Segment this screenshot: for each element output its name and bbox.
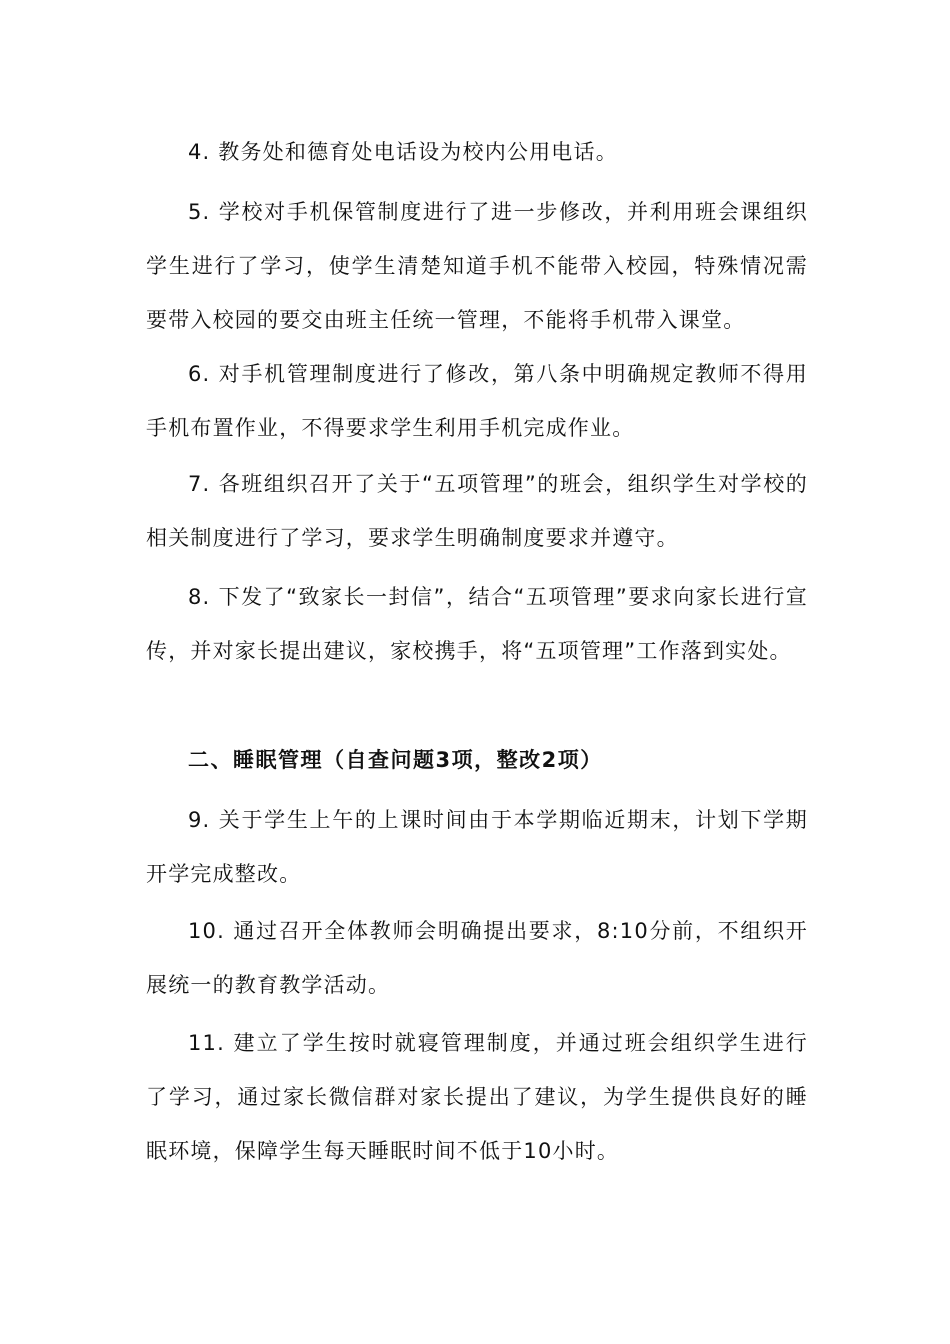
paragraph-item-4: 4. 教务处和德育处电话设为校内公用电话。 [188,140,618,164]
paragraph-item-10: 10. 通过召开全体教师会明确提出要求，8:10分前，不组织开展统一的教育教学活动。 [146,919,808,997]
paragraph-item-5: 5. 学校对手机保管制度进行了进一步修改，并利用班会课组织学生进行了学习，使学生清楚知道手机不能带入校园，特殊情况需要带入校园的要交由班主任统一管理，不能将手机带入课堂。 [146,200,808,332]
paragraph-item-6: 6. 对手机管理制度进行了修改，第八条中明确规定教师不得用手机布置作业，不得要求学生利用手机完成作业。 [146,362,808,440]
paragraph-item-8: 8. 下发了“致家长一封信”，结合“五项管理”要求向家长进行宣传，并对家长提出建议，家校携手，将“五项管理”工作落到实处。 [146,585,808,663]
section-heading-sleep-management: 二、睡眠管理（自查问题3项，整改2项） [188,748,603,772]
paragraph-item-7: 7. 各班组织召开了关于“五项管理”的班会，组织学生对学校的相关制度进行了学习，要求学生明确制度要求并遵守。 [146,472,808,550]
paragraph-item-9: 9. 关于学生上午的上课时间由于本学期临近期末，计划下学期开学完成整改。 [146,808,808,886]
paragraph-item-11: 11. 建立了学生按时就寝管理制度，并通过班会组织学生进行了学习，通过家长微信群对家长提出了建议，为学生提供良好的睡眠环境，保障学生每天睡眠时间不低于10小时。 [146,1031,808,1163]
